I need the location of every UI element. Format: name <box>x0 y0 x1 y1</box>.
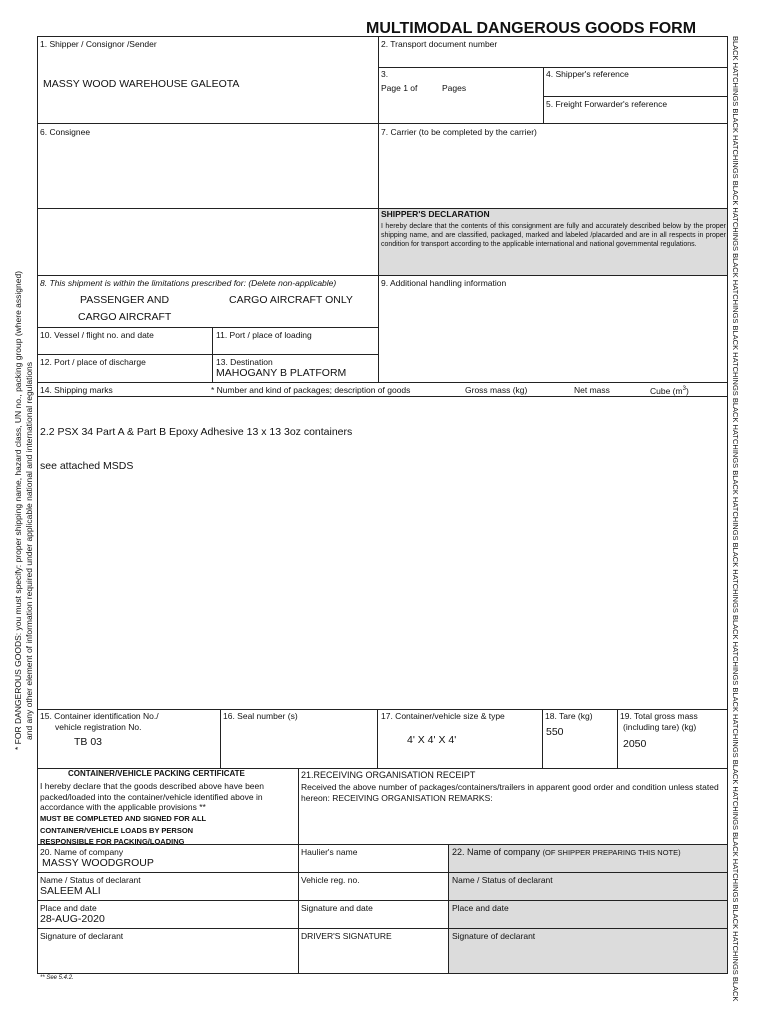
company22-label <box>452 848 681 857</box>
company-label: 20. Name of company <box>40 847 124 857</box>
total-gross-label1: 19. Total gross mass <box>620 711 698 721</box>
limitations-label: 8. This shipment is within the limitations prescribed for: (Delete non-applicable) <box>40 278 337 288</box>
receipt-text: Received the above number of packages/containers/trailers in apparent good order and condition unless stated hereon: RECEIVING ORGANISATION REMARKS: <box>301 782 719 803</box>
company22-label-text: 22. Name of company <box>452 847 541 857</box>
declarant-label: Name / Status of declarant <box>40 875 141 885</box>
left-note-1: * FOR DANGEROUS GOODS: you must specify: proper shipping name, hazard class, UN no., packing group (where assigned) <box>13 270 23 750</box>
receipt-title: 21.RECEIVING ORGANISATION RECEIPT <box>301 770 476 780</box>
packing-cert-title: CONTAINER/VEHICLE PACKING CERTIFICATE <box>68 769 245 778</box>
size-label: 17. Container/vehicle size & type <box>381 711 505 721</box>
pages-label: Pages <box>442 83 467 93</box>
blank-box <box>37 208 379 276</box>
left-note-2: and any other element of information required under applicable national and international regulations <box>24 361 34 740</box>
marks-label: 14. Shipping marks <box>40 385 113 395</box>
seal-label: 16. Seal number (s) <box>223 711 298 721</box>
place-date-label: Place and date <box>40 903 97 913</box>
packing-cert-bold: MUST BE COMPLETED AND SIGNED FOR ALL CONTAINER/VEHICLE LOADS BY PERSON RESPONSIBLE FOR PACKING/LOADING <box>40 814 206 846</box>
goods-header-divider <box>37 396 728 397</box>
sig-declarant-label: Signature of declarant <box>40 931 124 941</box>
driver-sig-label: DRIVER'S SIGNATURE <box>301 931 392 941</box>
footnote: ** See 5.4.2. <box>40 975 74 981</box>
destination-label: 13. Destination <box>216 357 273 367</box>
form-title: MULTIMODAL DANGEROUS GOODS FORM <box>366 20 697 37</box>
cube-sup: 3 <box>682 386 686 392</box>
goods-msds-note[interactable]: see attached MSDS <box>40 460 134 472</box>
company22-note: (OF SHIPPER PREPARING THIS NOTE) <box>542 848 681 857</box>
sig-date-label: Signature and date <box>301 903 373 913</box>
shipper-value[interactable]: MASSY WOOD WAREHOUSE GALEOTA <box>43 78 240 90</box>
cargo-only[interactable]: CARGO AIRCRAFT ONLY <box>229 294 353 306</box>
sig-declarant22-label: Signature of declarant <box>452 931 536 941</box>
declarant22-label: Name / Status of declarant <box>452 875 553 885</box>
declaration-title: SHIPPER'S DECLARATION <box>381 209 490 219</box>
shipper-label: 1. Shipper / Consignor /Sender <box>40 39 157 49</box>
box3 <box>378 67 544 124</box>
goods-description[interactable]: 2.2 PSX 34 Part A & Part B Epoxy Adhesive 13 x 13 3oz containers <box>40 426 353 438</box>
side-hatching-text: BLACK HATCHINGS BLACK HATCHINGS BLACK HATCHINGS BLACK HATCHINGS BLACK HATCHINGS BLACK HATCHINGS BLACK HATCHINGS BLACK HATCHINGS BLACK HATCHINGS BLACK HATCHINGS BLACK HATCHINGS BLACK HATCHINGS BLACK HATCHINGS BLACK <box>731 36 740 1002</box>
destination-value[interactable]: MAHOGANY B PLATFORM <box>216 367 347 379</box>
total-gross-value[interactable]: 2050 <box>623 738 647 750</box>
carrier-label: 7. Carrier (to be completed by the carrier) <box>381 127 537 137</box>
place-date22-label: Place and date <box>452 903 509 913</box>
container-id-label1: 15. Container identification No./ <box>40 711 159 721</box>
packages-label: * Number and kind of packages; description of goods <box>211 385 411 395</box>
consignee-label: 6. Consignee <box>40 127 91 137</box>
page-label: Page 1 of <box>381 83 418 93</box>
handling-box <box>378 275 728 383</box>
tare-label: 18. Tare (kg) <box>545 711 593 721</box>
total-gross-label2: (including tare) (kg) <box>623 722 697 732</box>
declarant-value[interactable]: SALEEM ALI <box>40 885 101 897</box>
haulier-label: Haulier's name <box>301 847 358 857</box>
cube-label-text: Cube (m <box>650 385 683 396</box>
cube-label <box>650 386 689 395</box>
size-value[interactable]: 4' X 4' X 4' <box>407 734 457 746</box>
transport-doc-label: 2. Transport document number <box>381 39 498 49</box>
port-loading-label: 11. Port / place of loading <box>216 330 312 340</box>
vessel-label: 10. Vessel / flight no. and date <box>40 330 154 340</box>
tare-value[interactable]: 550 <box>546 726 564 738</box>
cube-close: ) <box>685 385 689 396</box>
gross-mass-label: Gross mass (kg) <box>465 385 528 395</box>
shipper-ref-label: 4. Shipper's reference <box>546 69 629 79</box>
port-discharge-label: 12. Port / place of discharge <box>40 357 146 367</box>
declaration-text: I hereby declare that the contents of this consignment are fully and accurately described below by the proper shipping name, and are classified, packaged, marked and labeled /placarded and are in all respects in proper condition for transport according to the applicable international and national governmental regulations. <box>381 223 726 249</box>
box3-label: 3. <box>381 69 389 79</box>
packing-cert-text: I hereby declare that the goods described above have been packed/loaded into the container/vehicle identified above in accordance with the applicable provisions ** <box>40 781 264 812</box>
vehicle-reg-label: Vehicle reg. no. <box>301 875 360 885</box>
passenger-line1[interactable]: PASSENGER AND <box>80 294 170 306</box>
net-mass-label: Net mass <box>574 385 610 395</box>
forwarder-ref-label: 5. Freight Forwarder's reference <box>546 99 668 109</box>
container-id-value[interactable]: TB 03 <box>74 736 103 748</box>
container-id-label2: vehicle registration No. <box>55 722 142 732</box>
company-value[interactable]: MASSY WOODGROUP <box>42 857 154 869</box>
handling-label: 9. Additional handling information <box>381 278 507 288</box>
passenger-line2[interactable]: CARGO AIRCRAFT <box>78 311 172 323</box>
place-date-value[interactable]: 28-AUG-2020 <box>40 913 105 925</box>
